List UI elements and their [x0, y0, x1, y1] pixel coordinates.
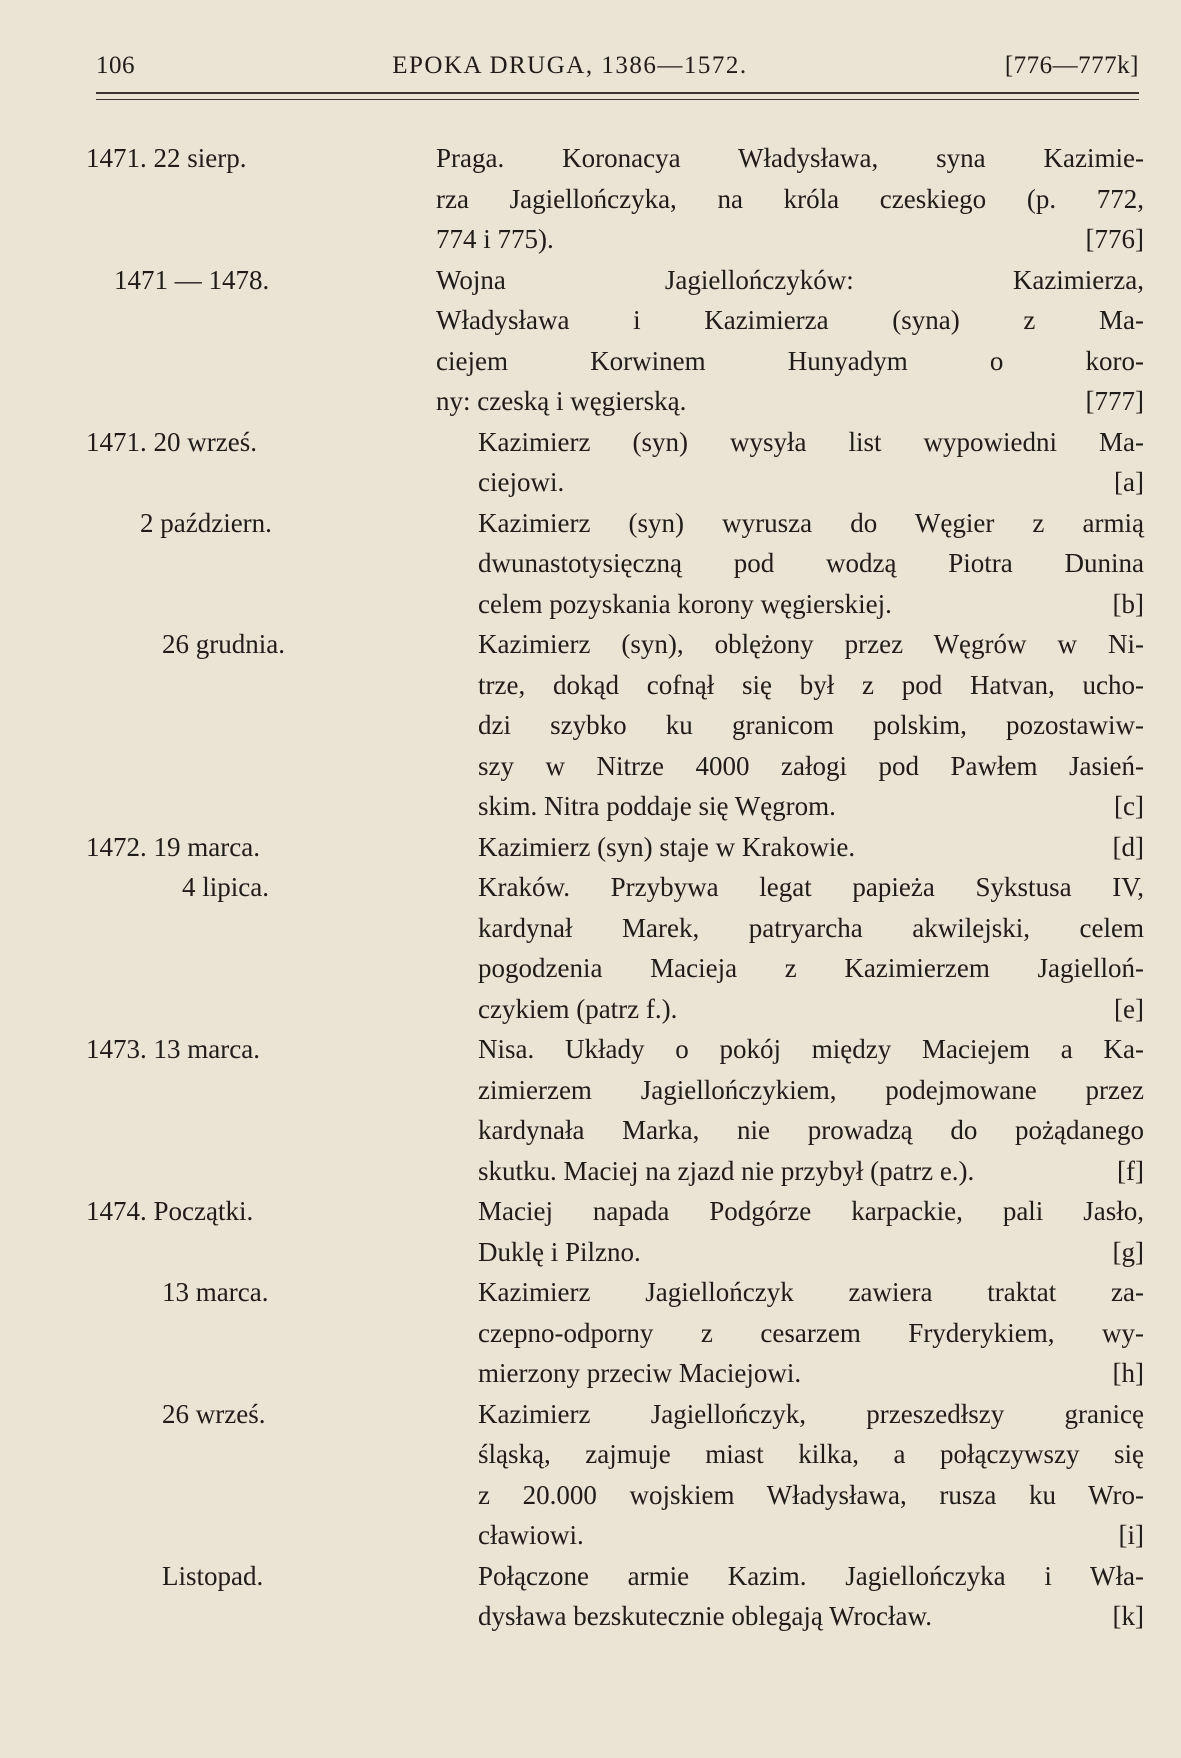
entry-line-text: czykiem (patrz f.). — [478, 993, 678, 1024]
entry-line — [478, 1434, 1144, 1475]
entry-line — [478, 989, 1144, 1030]
entry-line — [478, 1070, 1144, 1111]
entry-line — [478, 422, 1144, 463]
entry-line — [478, 1394, 1144, 1435]
entry-line-text: Maciej napada Podgórze karpackie, pali Jasło, — [478, 1196, 1144, 1226]
entry-line-text: rza Jagiellończyka, na króla czeskiego (p. 772, — [436, 183, 1144, 214]
entry-line — [478, 665, 1144, 706]
entry-line — [478, 1191, 1144, 1232]
entry-line-text: kardynał Marek, patryarcha akwilejski, celem — [478, 912, 1144, 943]
entry-line-text: kardynała Marka, nie prowadzą do pożądanego — [478, 1115, 1144, 1145]
header-rule — [96, 92, 1139, 100]
entry-line-text: dysława bezskutecznie oblegają Wrocław. — [478, 1601, 932, 1631]
entry-line — [478, 1313, 1144, 1354]
section-range: [776—777k] — [1004, 52, 1139, 79]
entry-line-text: Kazimierz (syn) staje w Krakowie. — [478, 831, 856, 862]
entry-line — [478, 1515, 1144, 1556]
entry-reference: [776] — [1085, 224, 1144, 254]
entry-line-text: mierzony przeciw Maciejowi. — [478, 1358, 802, 1388]
entry-line — [478, 1151, 1144, 1192]
entry-text — [478, 1272, 1144, 1394]
chronology-entry — [86, 867, 1144, 1029]
entry-reference: [k] — [1112, 1601, 1144, 1631]
chronology-entry — [86, 1272, 1144, 1394]
entry-line — [436, 341, 1144, 382]
entry-line — [436, 179, 1144, 220]
entry-line-text: Kraków. Przybywa legat papieża Sykstusa IV, — [478, 872, 1144, 902]
entry-line — [478, 1596, 1144, 1637]
entry-date: Listopad. — [162, 1560, 264, 1591]
entry-date: 26 grudnia. — [162, 629, 285, 659]
entry-line-text: Połączone armie Kazim. Jagiellończyka i Wła- — [478, 1560, 1144, 1591]
entry-line — [478, 908, 1144, 949]
entry-line — [436, 138, 1144, 179]
page-number: 106 — [96, 52, 135, 79]
entry-line-text: dwunastotysięczną pod wodzą Piotra Dunina — [478, 548, 1144, 578]
entry-line-text: szy w Nitrze 4000 załogi pod Pawłem Jasień- — [478, 750, 1144, 781]
entry-reference: [g] — [1112, 1236, 1144, 1267]
entry-line — [478, 705, 1144, 746]
chronology-entry — [86, 827, 1144, 868]
entry-reference: [h] — [1112, 1358, 1144, 1388]
entry-line-text: skim. Nitra poddaje się Węgrom. — [478, 791, 836, 821]
chronology-entry — [86, 260, 1144, 422]
entry-line-text: ciejem Korwinem Hunyadym o koro- — [436, 345, 1144, 376]
entry-line — [478, 624, 1144, 665]
entry-line — [478, 1110, 1144, 1151]
entry-reference: [f] — [1117, 1155, 1144, 1186]
entry-date: 1471. 20 wrześ. — [86, 426, 257, 457]
entry-line — [478, 584, 1144, 625]
entry-line-text: Władysława i Kazimierza (syna) z Ma- — [436, 305, 1144, 335]
entry-line — [436, 260, 1144, 301]
entry-line — [478, 1475, 1144, 1516]
entry-line-text: Kazimierz (syn) wysyła list wypowiedni Ma- — [478, 426, 1144, 457]
chronology-entry — [86, 138, 1144, 260]
entry-line — [478, 1353, 1144, 1394]
entry-reference: [777] — [1085, 386, 1144, 416]
running-title: EPOKA DRUGA, 1386—1572. — [392, 52, 748, 79]
page-header — [96, 52, 1139, 80]
entry-line-text: Kazimierz Jagiellończyk, przeszedłszy granicę — [478, 1398, 1144, 1429]
entry-reference: [d] — [1112, 831, 1144, 862]
entry-line — [478, 543, 1144, 584]
entry-date: 1471 — 1478. — [114, 264, 270, 295]
entry-line-text: skutku. Maciej na zjazd nie przybył (patrz e.). — [478, 1155, 975, 1186]
entry-line — [478, 1232, 1144, 1273]
entry-line-text: dzi szybko ku granicom polskim, pozostawiw- — [478, 710, 1144, 740]
entry-line-text: z 20.000 wojskiem Władysława, rusza ku Wro- — [478, 1479, 1144, 1510]
entry-reference: [i] — [1118, 1520, 1144, 1550]
entry-text — [478, 1556, 1144, 1637]
entry-text — [436, 260, 1144, 422]
entry-line-text: ny: czeską i węgierską. — [436, 386, 687, 416]
entry-line — [478, 867, 1144, 908]
entry-line — [478, 1272, 1144, 1313]
entry-line-text: Nisa. Układy o pokój między Maciejem a Ka- — [478, 1034, 1144, 1064]
entry-reference: [a] — [1114, 467, 1144, 497]
entry-line-text: 774 i 775). — [436, 224, 554, 254]
entry-date: 1471. 22 sierp. — [86, 143, 247, 173]
chronology-entry — [86, 624, 1144, 827]
entry-text — [478, 827, 1144, 868]
entry-reference: [e] — [1114, 993, 1144, 1024]
entry-text — [478, 1191, 1144, 1272]
entry-line — [436, 219, 1144, 260]
entry-line-text: śląską, zajmuje miast kilka, a połączywszy się — [478, 1439, 1144, 1469]
entry-line — [478, 827, 1144, 868]
entry-line-text: Praga. Koronacya Władysława, syna Kazimie- — [436, 143, 1144, 173]
chronology-entry — [86, 1029, 1144, 1191]
chronology-entry — [86, 1191, 1144, 1272]
entry-reference: [b] — [1112, 588, 1144, 619]
chronology-entry — [86, 1394, 1144, 1556]
entry-date: 1472. 19 marca. — [86, 831, 260, 862]
entry-date: 1473. 13 marca. — [86, 1034, 260, 1064]
entry-text — [478, 422, 1144, 503]
entry-text — [478, 867, 1144, 1029]
entry-line — [478, 1556, 1144, 1597]
entry-date: 26 wrześ. — [162, 1398, 266, 1429]
entry-date: 4 lipica. — [182, 872, 269, 902]
chronology-entries — [86, 138, 1144, 1637]
chronology-entry — [86, 503, 1144, 625]
entry-line — [436, 381, 1144, 422]
entry-line — [478, 1029, 1144, 1070]
entry-line-text: czepno-odporny z cesarzem Fryderykiem, wy- — [478, 1317, 1144, 1348]
entry-reference: [c] — [1114, 791, 1144, 821]
entry-line-text: Kazimierz Jagiellończyk zawiera traktat za- — [478, 1277, 1144, 1307]
entry-text — [478, 1029, 1144, 1191]
entry-text — [478, 1394, 1144, 1556]
entry-line-text: Wojna Jagiellończyków: Kazimierza, — [436, 264, 1144, 295]
entry-date: 2 październ. — [140, 507, 272, 538]
entry-line — [478, 786, 1144, 827]
entry-line — [436, 300, 1144, 341]
entry-text — [436, 138, 1144, 260]
entry-text — [478, 503, 1144, 625]
entry-line-text: ciejowi. — [478, 467, 565, 497]
entry-line-text: zimierzem Jagiellończykiem, podejmowane przez — [478, 1074, 1144, 1105]
entry-line — [478, 462, 1144, 503]
chronology-entry — [86, 1556, 1144, 1637]
entry-date: 1474. Początki. — [86, 1196, 254, 1226]
entry-line — [478, 948, 1144, 989]
entry-line-text: cławiowi. — [478, 1520, 584, 1550]
chronology-entry — [86, 422, 1144, 503]
entry-text — [478, 624, 1144, 827]
entry-line-text: Kazimierz (syn) wyrusza do Węgier z armią — [478, 507, 1144, 538]
entry-line-text: Duklę i Pilzno. — [478, 1236, 641, 1267]
entry-line-text: trze, dokąd cofnął się był z pod Hatvan, ucho- — [478, 669, 1144, 700]
entry-line — [478, 746, 1144, 787]
entry-line-text: celem pozyskania korony węgierskiej. — [478, 588, 892, 619]
entry-line-text: pogodzenia Macieja z Kazimierzem Jagielloń- — [478, 953, 1144, 983]
entry-line — [478, 503, 1144, 544]
entry-line-text: Kazimierz (syn), oblężony przez Węgrów w Ni- — [478, 629, 1144, 659]
entry-date: 13 marca. — [162, 1277, 269, 1307]
